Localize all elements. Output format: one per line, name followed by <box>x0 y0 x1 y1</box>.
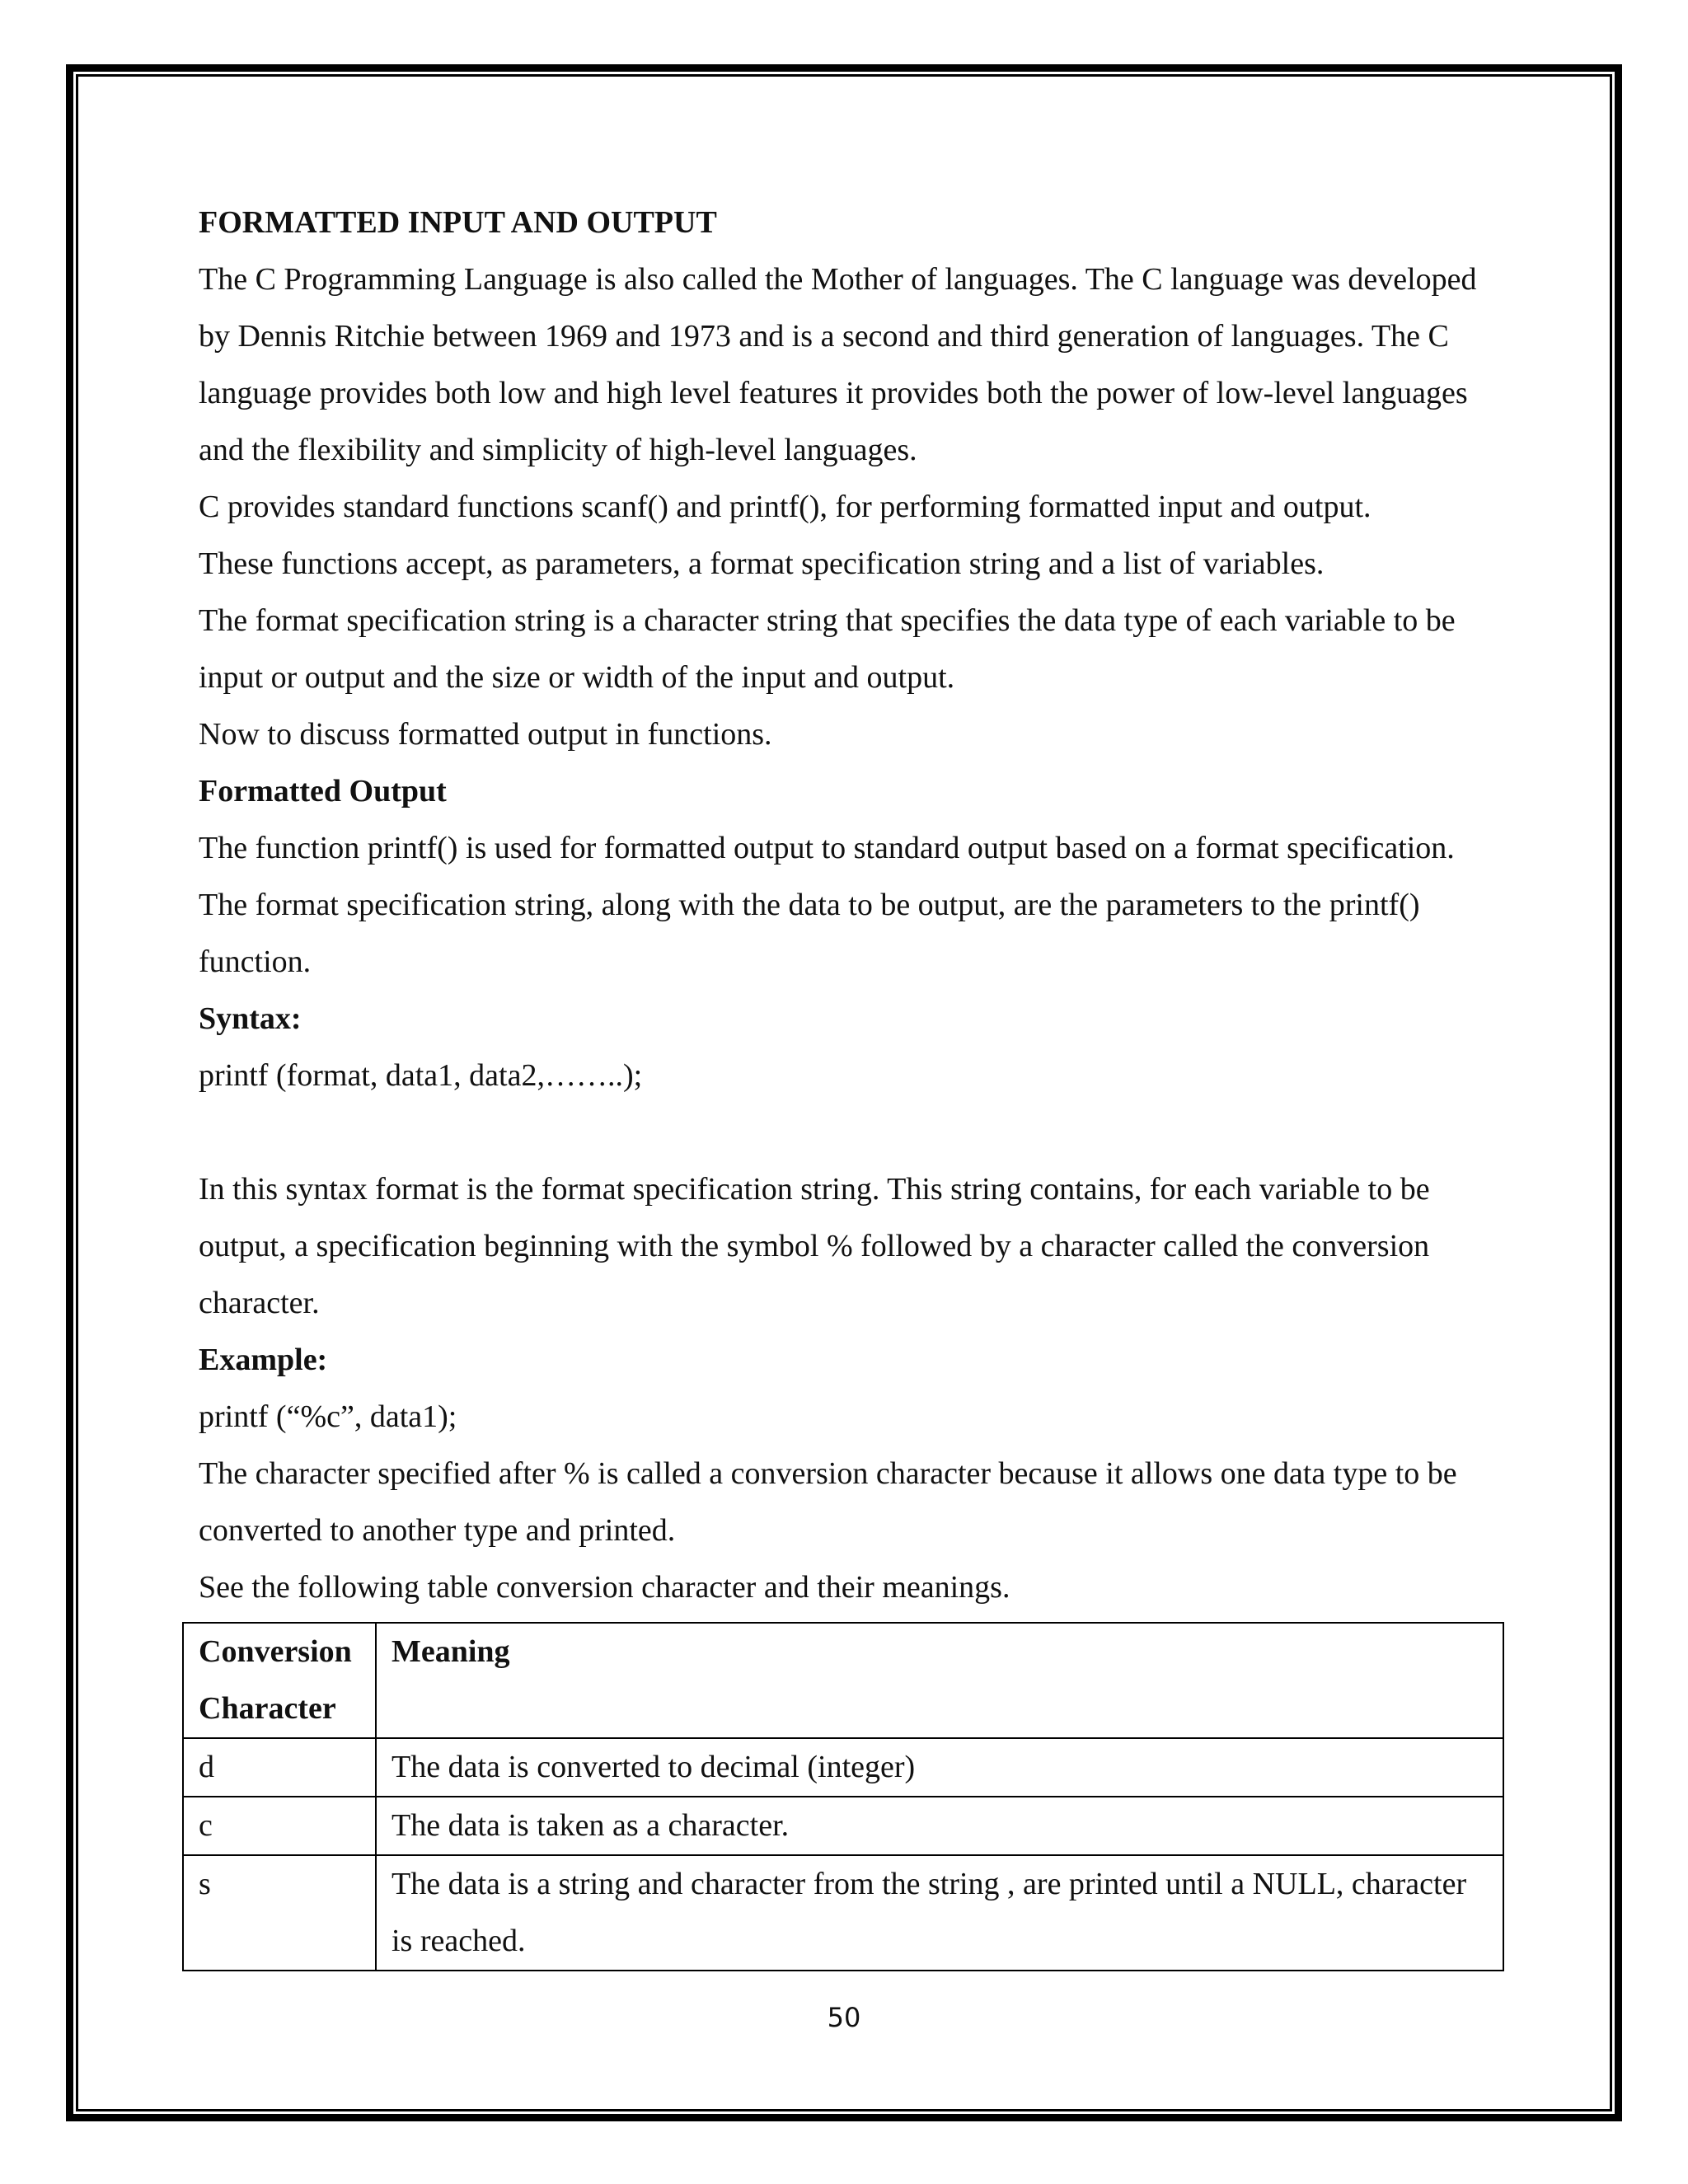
table-cell-meaning: The data is taken as a character. <box>376 1797 1503 1855</box>
page-number: 50 <box>827 2002 861 2033</box>
formatted-output-paragraph: The function printf() is used for formatted output to standard output based on a format specification. The format specification string, along with the data to be output, are the parameters to the printf() function. <box>199 831 1455 979</box>
formatted-output-heading: Formatted Output <box>199 774 447 808</box>
table-cell-meaning: The data is converted to decimal (integer) <box>376 1738 1503 1797</box>
table-row <box>183 1738 1503 1797</box>
intro-paragraph-3: These functions accept, as parameters, a format specification string and a list of variables. <box>199 546 1325 581</box>
conversion-table <box>182 1622 1504 1971</box>
syntax-code: printf (format, data1, data2,……..); <box>199 1058 643 1093</box>
page-content <box>199 194 1501 1616</box>
table-cell-char: d <box>183 1738 376 1797</box>
example-code: printf (“%c”, data1); <box>199 1399 457 1434</box>
table-row <box>183 1855 1503 1971</box>
page-title: FORMATTED INPUT AND OUTPUT <box>199 205 717 240</box>
intro-paragraph-5: Now to discuss formatted output in functions. <box>199 717 772 752</box>
table-header-row <box>183 1623 1503 1738</box>
intro-paragraph-4: The format specification string is a character string that specifies the data type of each variable to be input or output and the size or width of the input and output. <box>199 603 1456 695</box>
table-header-conversion-character: Conversion Character <box>183 1623 376 1738</box>
table-intro: See the following table conversion character and their meanings. <box>199 1570 1010 1605</box>
table-cell-char: c <box>183 1797 376 1855</box>
syntax-heading: Syntax: <box>199 1001 302 1036</box>
example-explanation: The character specified after % is called a conversion character because it allows one data type to be converted to another type and printed. <box>199 1456 1457 1548</box>
table-cell-meaning: The data is a string and character from the string , are printed until a NULL, character is reached. <box>376 1855 1503 1971</box>
example-heading: Example: <box>199 1343 328 1377</box>
table-cell-char: s <box>183 1855 376 1971</box>
table-header-meaning: Meaning <box>376 1623 1503 1738</box>
spacer <box>199 1104 1501 1161</box>
intro-paragraph-2: C provides standard functions scanf() and printf(), for performing formatted input and output. <box>199 490 1372 524</box>
syntax-explanation: In this syntax format is the format specification string. This string contains, for each variable to be output, a specification beginning with the symbol % followed by a character called the conversion character. <box>199 1172 1430 1320</box>
intro-paragraph-1: The C Programming Language is also called the Mother of languages. The C language was developed by Dennis Ritchie between 1969 and 1973 and is a second and third generation of languages. The C language provides both low and high level features it provides both the power of low-level languages and the flexibility and simplicity of high-level languages. <box>199 262 1477 467</box>
table-row <box>183 1797 1503 1855</box>
